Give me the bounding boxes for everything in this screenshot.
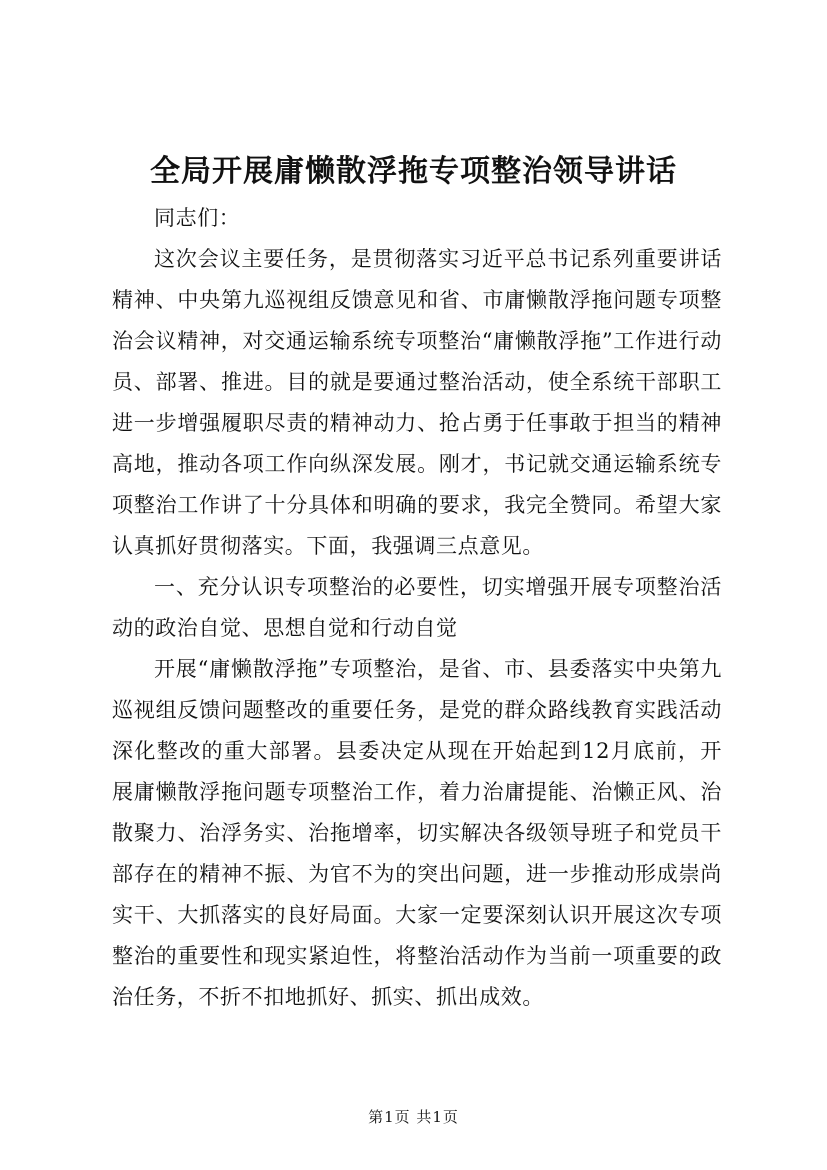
document-body bbox=[112, 198, 722, 1018]
document-title: 全局开展庸懒散浮拖专项整治领导讲话 bbox=[150, 154, 677, 189]
paragraph-2: 开展“庸懒散浮拖”专项整治，是省、市、县委落实中央第九巡视组反馈问题整改的重要任务，是党的群众路线教育实践活动深化整改的重大部署。县委决定从现在开始起到12月底前，开展庸懒散浮拖问题专项整治工作，着力治庸提能、治懒正风、治散聚力、治浮务实、治拖增率，切实解决各级领导班子和党员干部存在的精神不振、为官不为的突出问题，进一步推动形成崇尚实干、大抓落实的良好局面。大家一定要深刻认识开展这次专项整治的重要性和现实紧迫性，将整治活动作为当前一项重要的政治任务，不折不扣地抓好、抓实、抓出成效。 bbox=[112, 657, 722, 1009]
section-heading-1: 一、充分认识专项整治的必要性，切实增强开展专项整治活动的政治自觉、思想自觉和行动自觉 bbox=[112, 575, 722, 640]
page-number-footer: 第1页 共1页 bbox=[368, 1108, 459, 1126]
paragraph-1: 这次会议主要任务，是贯彻落实习近平总书记系列重要讲话精神、中央第九巡视组反馈意见和省、市庸懒散浮拖问题专项整治会议精神，对交通运输系统专项整治“庸懒散浮拖”工作进行动员、部署、推进。目的就是要通过整治活动，使全系统干部职工进一步增强履职尽责的精神动力、抢占勇于任事敢于担当的精神高地，推动各项工作向纵深发展。刚才，书记就交通运输系统专项整治工作讲了十分具体和明确的要求，我完全赞同。希望大家认真抓好贯彻落实。下面，我强调三点意见。 bbox=[112, 247, 722, 558]
greeting: 同志们： bbox=[154, 206, 241, 230]
